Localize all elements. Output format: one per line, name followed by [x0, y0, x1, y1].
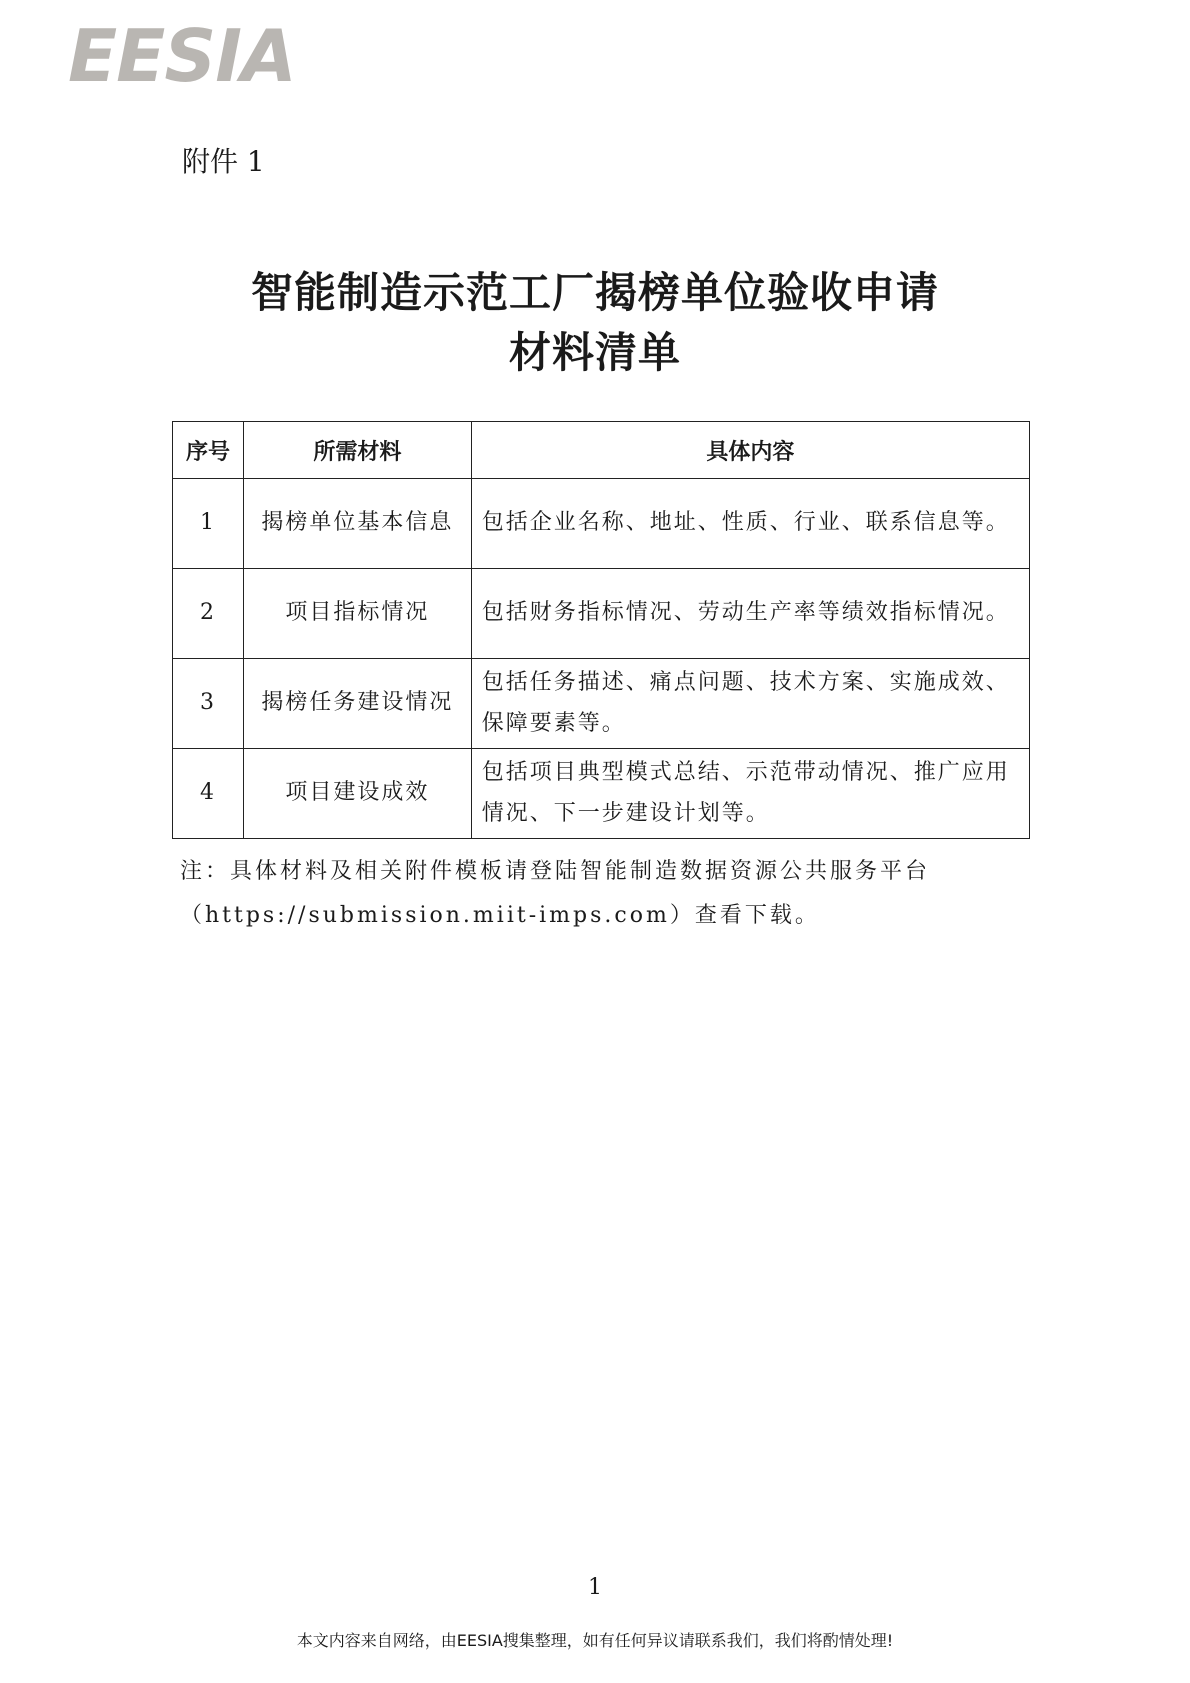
- row-number: 2: [173, 569, 244, 659]
- row-material: 项目指标情况: [243, 569, 471, 659]
- row-content: 包括企业名称、地址、性质、行业、联系信息等。: [471, 479, 1029, 569]
- row-material: 揭榜单位基本信息: [243, 479, 471, 569]
- table-row: [173, 479, 1030, 569]
- materials-table: [172, 421, 1030, 839]
- document-title-line-2: 材料清单: [508, 328, 681, 377]
- row-material: 项目建设成效: [243, 749, 471, 839]
- document-title-line-1: 智能制造示范工厂揭榜单位验收申请: [250, 268, 939, 317]
- page-number: 1: [588, 1575, 602, 1600]
- table-header-row: [173, 422, 1030, 479]
- row-content: 包括财务指标情况、劳动生产率等绩效指标情况。: [471, 569, 1029, 659]
- eesia-logo: EESIA: [68, 14, 296, 98]
- table-row: [173, 659, 1030, 749]
- table-row: [173, 749, 1030, 839]
- header-number: 序号: [173, 422, 244, 479]
- row-number: 3: [173, 659, 244, 749]
- row-number: 4: [173, 749, 244, 839]
- row-material: 揭榜任务建设情况: [243, 659, 471, 749]
- row-number: 1: [173, 479, 244, 569]
- table-note: 注：具体材料及相关附件模板请登陆智能制造数据资源公共服务平台（https://submission.miit-imps.com）查看下载。: [180, 859, 931, 928]
- header-content: 具体内容: [471, 422, 1029, 479]
- footer-disclaimer: 本文内容来自网络，由EESIA搜集整理，如有任何异议请联系我们，我们将酌情处理!: [296, 1631, 894, 1650]
- row-content: 包括项目典型模式总结、示范带动情况、推广应用情况、下一步建设计划等。: [471, 749, 1029, 839]
- header-material: 所需材料: [243, 422, 471, 479]
- table-row: [173, 569, 1030, 659]
- attachment-label: 附件 1: [182, 145, 265, 178]
- row-content: 包括任务描述、痛点问题、技术方案、实施成效、保障要素等。: [471, 659, 1029, 749]
